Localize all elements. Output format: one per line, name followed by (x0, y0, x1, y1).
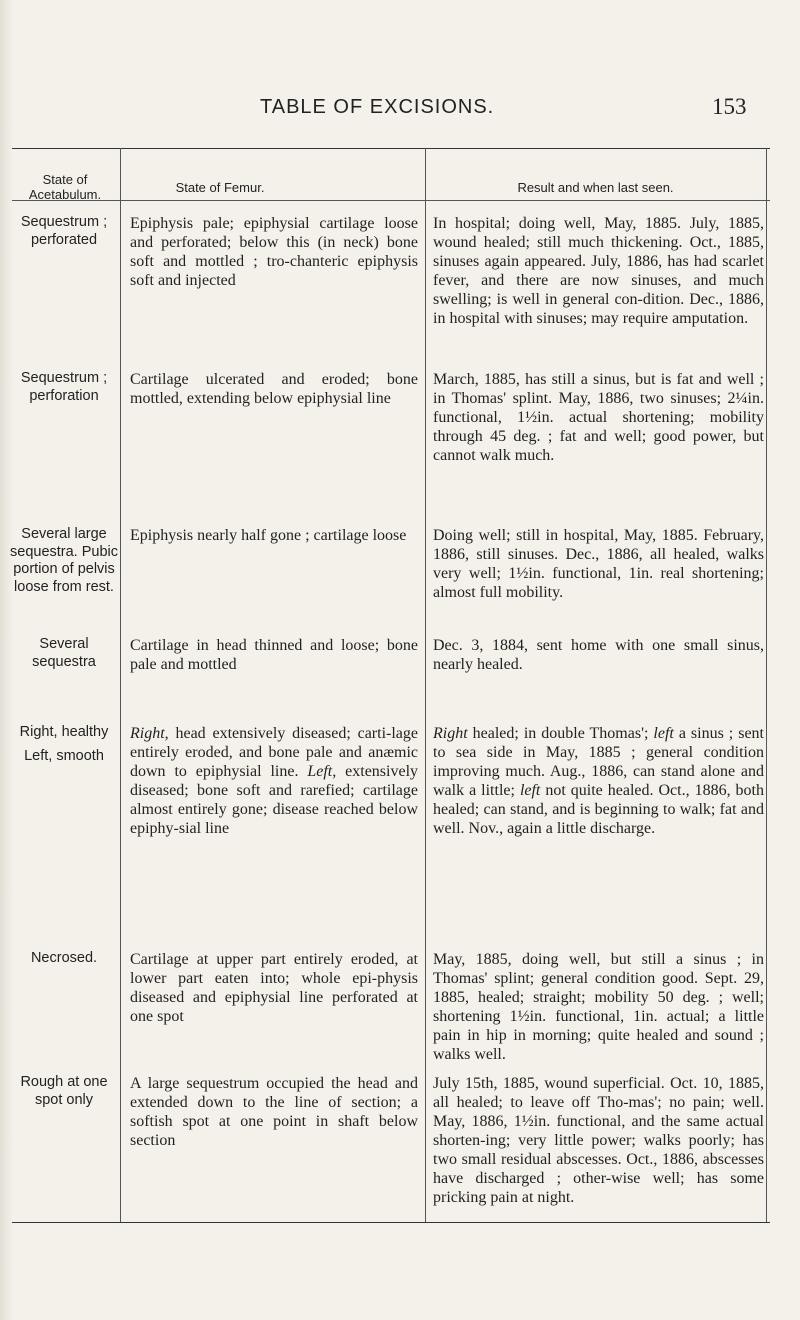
femur-right-text: head extensively diseased; carti-lage entirely eroded, and bone pale and anæmic down to epiphysial line. (130, 725, 418, 780)
column-header-result: Result and when last seen. (517, 180, 674, 195)
table-cell-femur: A large sequestrum occupied the head and extended down to the line of section; a softish spot at one point in shaft below section (130, 1075, 418, 1149)
side-label-right: Right (433, 725, 468, 742)
table-cell-acetabulum: Several large sequestra. Pubic portion of pelvis loose from rest. (10, 526, 119, 595)
column-header-acetabulum: State of Acetabulum. (28, 172, 102, 202)
side-label-left: Left, (307, 763, 337, 780)
column-divider (425, 148, 426, 1222)
table-cell-femur: Epiphysis pale; epiphysial cartilage loose and perforated; below this (in neck) bone soft and mottled ; tro-chanteric epiphysis soft and injected (130, 215, 418, 289)
table-cell-femur: Cartilage in head thinned and loose; bone pale and mottled (130, 637, 418, 673)
table-cell-result: Doing well; still in hospital, May, 1885. February, 1886, still sinuses. Dec., 1886, all healed, walks very well; 1½in. functional, 1in. real shortening; almost full mobility. (433, 527, 764, 601)
table-cell-acetabulum-right: Right, healthy (19, 724, 109, 740)
result-text: not quite healed. Oct., 1886, both healed; can stand, and is beginning to walk; fat and well. Nov., again a little discharge. (433, 782, 765, 837)
table-cell-result: In hospital; doing well, May, 1885. July, 1885, wound healed; still much thickening. Oct., 1885, sinuses again appeared. July, 1886, has had scarlet fever, and there are now sinuses, and much swelling; is well in general con-dition. Dec., 1886, in hospital with sinuses; may require amputation. (433, 215, 764, 327)
table-cell-result: March, 1885, has still a sinus, but is fat and well ; in Thomas' splint. May, 1886, two sinuses; 2¼in. functional, 1½in. actual shortening; mobility through 45 deg. ; fat and well; good power, but cannot walk much. (433, 371, 764, 464)
side-label-left: left (653, 725, 674, 742)
table-cell-acetabulum: Several sequestra (32, 636, 96, 670)
table-cell-acetabulum: Rough at one spot only (20, 1074, 108, 1108)
table-cell-acetabulum-left: Left, smooth (24, 748, 104, 764)
side-label-right: Right, (130, 725, 169, 742)
running-head (0, 96, 800, 126)
table-cell-femur (130, 724, 418, 838)
table-cell-femur: Epiphysis nearly half gone ; cartilage loose (130, 527, 407, 544)
page-number: 153 (712, 94, 747, 119)
table-top-rule (12, 148, 770, 149)
table-bottom-rule (12, 1222, 770, 1223)
table-cell-result: Dec. 3, 1884, sent home with one small sinus, nearly healed. (433, 637, 764, 673)
table-cell-acetabulum: Necrosed. (30, 950, 98, 966)
column-header-femur: State of Femur. (175, 180, 265, 195)
column-divider (120, 148, 121, 1222)
table-cell-femur: Cartilage at upper part entirely eroded, at lower part eaten into; whole epi-physis diseased and epiphysial line perforated at one spot (130, 951, 418, 1025)
result-text: a sinus ; sent to sea side in May, 1885 ; general condition improving much. Aug., 1886, can stand alone and walk a little; (433, 725, 764, 799)
side-label-left: left (519, 782, 541, 799)
table-header-rule (12, 200, 770, 201)
femur-left-text: extensively diseased; bone soft and rarefied; cartilage almost entirely gone; disease reached below epiphy-sial line (130, 763, 419, 837)
running-title: TABLE OF EXCISIONS. (260, 96, 495, 118)
table-cell-acetabulum: Sequestrum ; perforation (20, 370, 108, 404)
table-cell-result (433, 724, 764, 838)
excisions-table (0, 148, 800, 1228)
table-cell-acetabulum: Sequestrum ; perforated (20, 214, 108, 248)
result-text: healed; in double Thomas'; (467, 725, 654, 742)
column-divider (766, 148, 767, 1222)
table-cell-result: May, 1885, doing well, but still a sinus ; in Thomas' splint; general condition good. Sept. 29, 1885, healed; straight; mobility 50 deg. ; well; shortening 1½in. functional, 1in. actual; a little pain in hip in morning; quite healed and sound ; walks well. (433, 951, 764, 1063)
table-cell-result: July 15th, 1885, wound superficial. Oct. 10, 1885, all healed; to leave off Tho-mas'; no pain; well. May, 1886, 1½in. functional, and the same actual shorten-ing; very little power; walks poorly; has two small residual abscesses. Oct., 1886, abscesses have discharged ; other-wise well; has some pricking pain at night. (433, 1075, 764, 1206)
table-cell-femur: Cartilage ulcerated and eroded; bone mottled, extending below epiphysial line (130, 371, 418, 407)
